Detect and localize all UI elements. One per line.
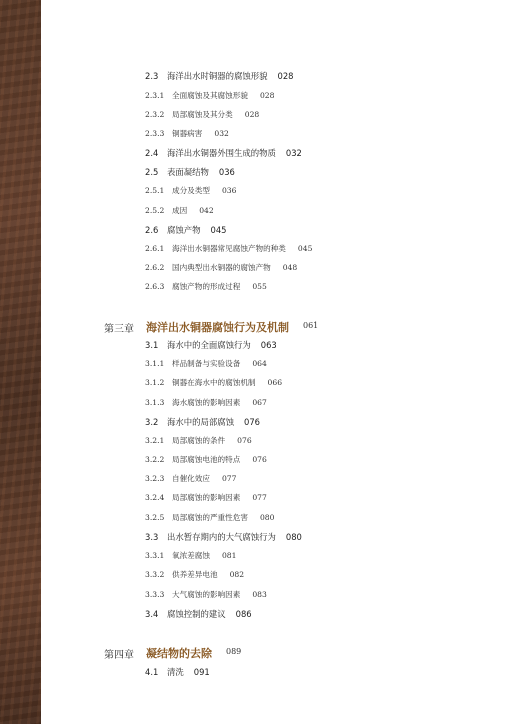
toc-entry[interactable] [145, 435, 252, 446]
chapter-3-label: 第三章 [104, 324, 134, 335]
toc-entry-title: 局部腐蚀的条件 [172, 436, 226, 445]
chapter-3-page: 061 [303, 321, 319, 330]
toc-entry-title: 局部腐蚀电池的特点 [172, 455, 241, 464]
toc-entry-number: 3.3.3 [145, 590, 165, 599]
toc-entry-title: 成因 [172, 206, 188, 215]
toc-entry-number: 3.1 [145, 340, 159, 350]
toc-entry-title: 海洋出水时铜器的腐蚀形貌 [167, 71, 268, 81]
toc-entry[interactable] [145, 358, 267, 369]
toc-entry-page: 077 [252, 493, 267, 502]
toc-entry-page: 080 [285, 532, 302, 542]
toc-entry-title: 海水腐蚀的影响因素 [172, 398, 241, 407]
toc-entry-title: 表面凝结物 [167, 167, 209, 177]
toc-entry-title: 供养差异电池 [172, 570, 218, 579]
toc-entry-number: 3.3 [145, 532, 159, 542]
toc-entry-page: 082 [229, 570, 245, 579]
toc-entry-number: 2.3.1 [145, 91, 165, 100]
toc-entry-number: 2.4 [145, 148, 159, 158]
chapter-4-page: 089 [226, 647, 242, 656]
toc-entry-page: 032 [285, 148, 302, 158]
toc-entry[interactable] [145, 128, 229, 139]
toc-entry-number: 2.3.2 [145, 110, 165, 119]
toc-entry[interactable] [145, 262, 297, 273]
toc-entry-number: 3.1.2 [145, 378, 165, 387]
toc-entry-title: 全面腐蚀及其腐蚀形貌 [172, 91, 248, 100]
toc-entry-page: 032 [214, 129, 229, 138]
toc-entry-title: 腐蚀产物的形成过程 [172, 282, 241, 291]
toc-entry-page: 055 [252, 282, 267, 291]
toc-entry-page: 076 [244, 417, 260, 427]
toc-entry-title: 海洋出水铜器外围生成的物质 [167, 148, 276, 158]
toc-entry-title: 局部腐蚀的严重性危害 [172, 513, 248, 522]
toc-entry-title: 海水中的全面腐蚀行为 [167, 340, 251, 350]
toc-entry[interactable] [145, 397, 267, 408]
toc-entry-page: 080 [259, 513, 275, 522]
toc-entry-page: 083 [252, 590, 267, 599]
toc-entry[interactable] [145, 512, 274, 523]
toc-entry-title: 国内典型出水铜器的腐蚀产物 [172, 263, 271, 272]
toc-entry-title: 腐蚀产物 [167, 225, 201, 235]
toc-entry-title: 出水暂存期内的大气腐蚀行为 [167, 532, 276, 542]
toc-entry-number: 3.2.2 [145, 455, 165, 464]
toc-entry-number: 3.1.1 [145, 359, 165, 368]
toc-entry-page: 081 [221, 551, 237, 560]
toc-entry-number: 3.1.3 [145, 398, 165, 407]
toc-entry[interactable] [145, 550, 236, 561]
toc-entry-page: 028 [259, 91, 275, 100]
toc-entry-number: 3.4 [145, 609, 159, 619]
toc-entry[interactable] [145, 243, 312, 254]
toc-entry-title: 局部腐蚀及其分类 [172, 110, 233, 119]
toc-entry-number: 2.6.1 [145, 244, 165, 253]
toc-entry-number: 3.2.5 [145, 513, 165, 522]
toc-entry-number: 2.3 [145, 71, 159, 81]
toc-entry-title: 局部腐蚀的影响因素 [172, 493, 241, 502]
chapter-4-title[interactable]: 凝结物的去除 [146, 647, 212, 660]
toc-entry[interactable] [145, 147, 302, 159]
toc-entry[interactable] [145, 339, 277, 351]
chapter-4-label: 第四章 [104, 650, 134, 661]
toc-entry-title: 清洗 [167, 667, 184, 677]
toc-entry-number: 3.3.1 [145, 551, 165, 560]
toc-entry-page: 086 [235, 609, 252, 619]
toc-entry[interactable] [145, 224, 227, 236]
toc-entry[interactable] [145, 492, 267, 503]
toc-entry-page: 028 [277, 71, 294, 81]
toc-entry-page: 091 [193, 667, 210, 677]
toc-entry-title: 海水中的局部腐蚀 [167, 417, 234, 427]
toc-entry[interactable] [145, 377, 282, 388]
toc-entry-number: 3.3.2 [145, 570, 165, 579]
toc-entry-title: 铜器在海水中的腐蚀机制 [172, 378, 256, 387]
toc-entry[interactable] [145, 205, 214, 216]
toc-entry-number: 3.2.1 [145, 436, 165, 445]
toc-entry-number: 2.5.1 [145, 186, 165, 195]
toc-entry-title: 海洋出水铜器常见腐蚀产物的种类 [172, 244, 286, 253]
toc-entry[interactable] [145, 281, 267, 292]
toc-entry-number: 3.2.4 [145, 493, 165, 502]
toc-entry-title: 样品制备与实验设备 [172, 359, 241, 368]
toc-entry-page: 077 [221, 474, 237, 483]
toc-entry-page: 063 [260, 340, 277, 350]
toc-entry-number: 2.5 [145, 167, 159, 177]
toc-entry[interactable] [145, 531, 302, 543]
chapter-3-title[interactable]: 海洋出水铜器腐蚀行为及机制 [146, 321, 289, 334]
toc-entry[interactable] [145, 70, 294, 82]
toc-entry-page: 076 [237, 436, 252, 445]
toc-entry-number: 2.6.3 [145, 282, 165, 291]
toc-entry[interactable] [145, 608, 252, 620]
toc-entry-number: 2.6.2 [145, 263, 165, 272]
toc-entry-title: 腐蚀控制的建议 [167, 609, 226, 619]
toc-entry[interactable] [145, 90, 274, 101]
toc-entry[interactable] [145, 666, 210, 678]
toc-entry[interactable] [145, 473, 236, 484]
toc-entry-number: 2.3.3 [145, 129, 165, 138]
toc-entry-page: 076 [252, 455, 267, 464]
toc-entry-page: 036 [218, 167, 235, 177]
toc-entry[interactable] [145, 109, 259, 120]
toc-entry[interactable] [145, 185, 236, 196]
toc-entry[interactable] [145, 569, 244, 580]
toc-entry-title: 大气腐蚀的影响因素 [172, 590, 241, 599]
toc-entry-title: 成分及类型 [172, 186, 210, 195]
toc-entry-page: 048 [282, 263, 298, 272]
toc-entry-page: 067 [252, 398, 267, 407]
toc-entry-number: 2.5.2 [145, 206, 165, 215]
toc-entry-page: 066 [267, 378, 283, 387]
toc-entry[interactable] [145, 416, 260, 428]
toc-entry-page: 045 [210, 225, 227, 235]
toc-entry-page: 064 [252, 359, 267, 368]
toc-entry-number: 3.2.3 [145, 474, 165, 483]
toc-entry-number: 4.1 [145, 667, 159, 677]
toc-entry-page: 042 [199, 206, 214, 215]
toc-entry-page: 045 [297, 244, 313, 253]
toc-entry-number: 3.2 [145, 417, 159, 427]
toc-entry[interactable] [145, 589, 267, 600]
toc-entry[interactable] [145, 166, 235, 178]
toc-entry-page: 028 [244, 110, 260, 119]
toc-entry-title: 自催化效应 [172, 474, 210, 483]
toc-entry-title: 铜器病害 [172, 129, 203, 138]
toc-entry[interactable] [145, 454, 267, 465]
toc-entry-page: 036 [221, 186, 237, 195]
toc-entry-title: 氧浓差腐蚀 [172, 551, 210, 560]
toc-entry-number: 2.6 [145, 225, 159, 235]
